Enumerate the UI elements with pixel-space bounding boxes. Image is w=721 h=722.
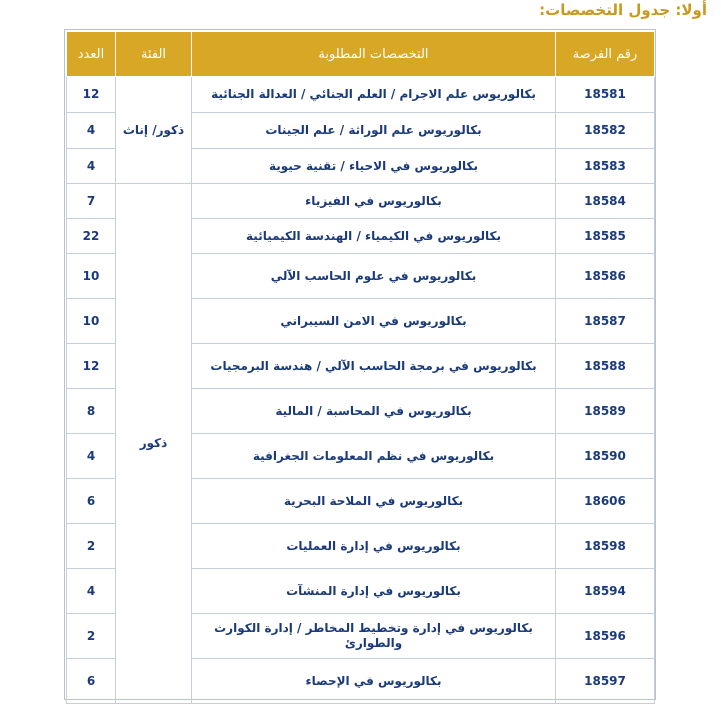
specialization-name: بكالوريوس في الامن السيبراني xyxy=(192,299,556,344)
count-value: 12 xyxy=(67,77,116,113)
specialization-name: بكالوريوس في الفيزياء xyxy=(192,184,556,219)
specialization-name: بكالوريوس في الكيمياء / الهندسة الكيميائية xyxy=(192,219,556,254)
opportunity-number: 18581 xyxy=(556,77,655,113)
specialization-name: بكالوريوس في إدارة العمليات xyxy=(192,524,556,569)
specialization-name: بكالوريوس في المحاسبة / المالية xyxy=(192,389,556,434)
specialization-name: بكالوريوس في نظم المعلومات الجغرافية xyxy=(192,434,556,479)
opportunity-number: 18597 xyxy=(556,659,655,704)
count-value: 2 xyxy=(67,614,116,659)
opportunity-number: 18587 xyxy=(556,299,655,344)
count-value: 12 xyxy=(67,344,116,389)
count-value: 4 xyxy=(67,113,116,149)
opportunity-number: 18582 xyxy=(556,113,655,149)
opportunity-number: 18589 xyxy=(556,389,655,434)
count-value: 10 xyxy=(67,254,116,299)
header-opportunity: رقم الفرصة xyxy=(556,32,655,77)
opportunity-number: 18584 xyxy=(556,184,655,219)
table-row xyxy=(67,184,655,219)
specialization-name: بكالوريوس علم الوراثة / علم الجينات xyxy=(192,113,556,149)
section-title: أولا: جدول التخصصات: xyxy=(539,1,707,19)
opportunity-number: 18586 xyxy=(556,254,655,299)
category-cell: ذكور/ إناث xyxy=(116,77,192,184)
category-cell: ذكور xyxy=(116,184,192,704)
opportunity-number: 18596 xyxy=(556,614,655,659)
opportunity-number: 18606 xyxy=(556,479,655,524)
count-value: 8 xyxy=(67,389,116,434)
opportunity-number: 18598 xyxy=(556,524,655,569)
specialization-name: بكالوريوس في إدارة المنشآت xyxy=(192,569,556,614)
count-value: 4 xyxy=(67,434,116,479)
specialization-name: بكالوريوس علم الاجرام / العلم الجنائي / العدالة الجنائية xyxy=(192,77,556,113)
table-row xyxy=(67,77,655,113)
table-header-row xyxy=(67,32,655,77)
specializations-table xyxy=(66,31,655,704)
specialization-name: بكالوريوس في الملاحة البحرية xyxy=(192,479,556,524)
specialization-name: بكالوريوس في الإحصاء xyxy=(192,659,556,704)
specialization-name: بكالوريوس في علوم الحاسب الآلي xyxy=(192,254,556,299)
header-specialization: التخصصات المطلوبة xyxy=(192,32,556,77)
count-value: 2 xyxy=(67,524,116,569)
count-value: 7 xyxy=(67,184,116,219)
opportunity-number: 18590 xyxy=(556,434,655,479)
count-value: 6 xyxy=(67,659,116,704)
specialization-name: بكالوريوس في برمجة الحاسب الآلي / هندسة البرمجيات xyxy=(192,344,556,389)
opportunity-number: 18583 xyxy=(556,149,655,184)
count-value: 10 xyxy=(67,299,116,344)
specialization-name: بكالوريوس في الاحياء / تقنية حيوية xyxy=(192,149,556,184)
count-value: 6 xyxy=(67,479,116,524)
header-category: الفئة xyxy=(116,32,192,77)
count-value: 22 xyxy=(67,219,116,254)
opportunity-number: 18585 xyxy=(556,219,655,254)
count-value: 4 xyxy=(67,569,116,614)
specialization-name: بكالوريوس في إدارة وتخطيط المخاطر / إدارة الكوارث والطوارئ xyxy=(192,614,556,659)
count-value: 4 xyxy=(67,149,116,184)
header-count: العدد xyxy=(67,32,116,77)
table-body xyxy=(67,77,655,704)
opportunity-number: 18594 xyxy=(556,569,655,614)
opportunity-number: 18588 xyxy=(556,344,655,389)
